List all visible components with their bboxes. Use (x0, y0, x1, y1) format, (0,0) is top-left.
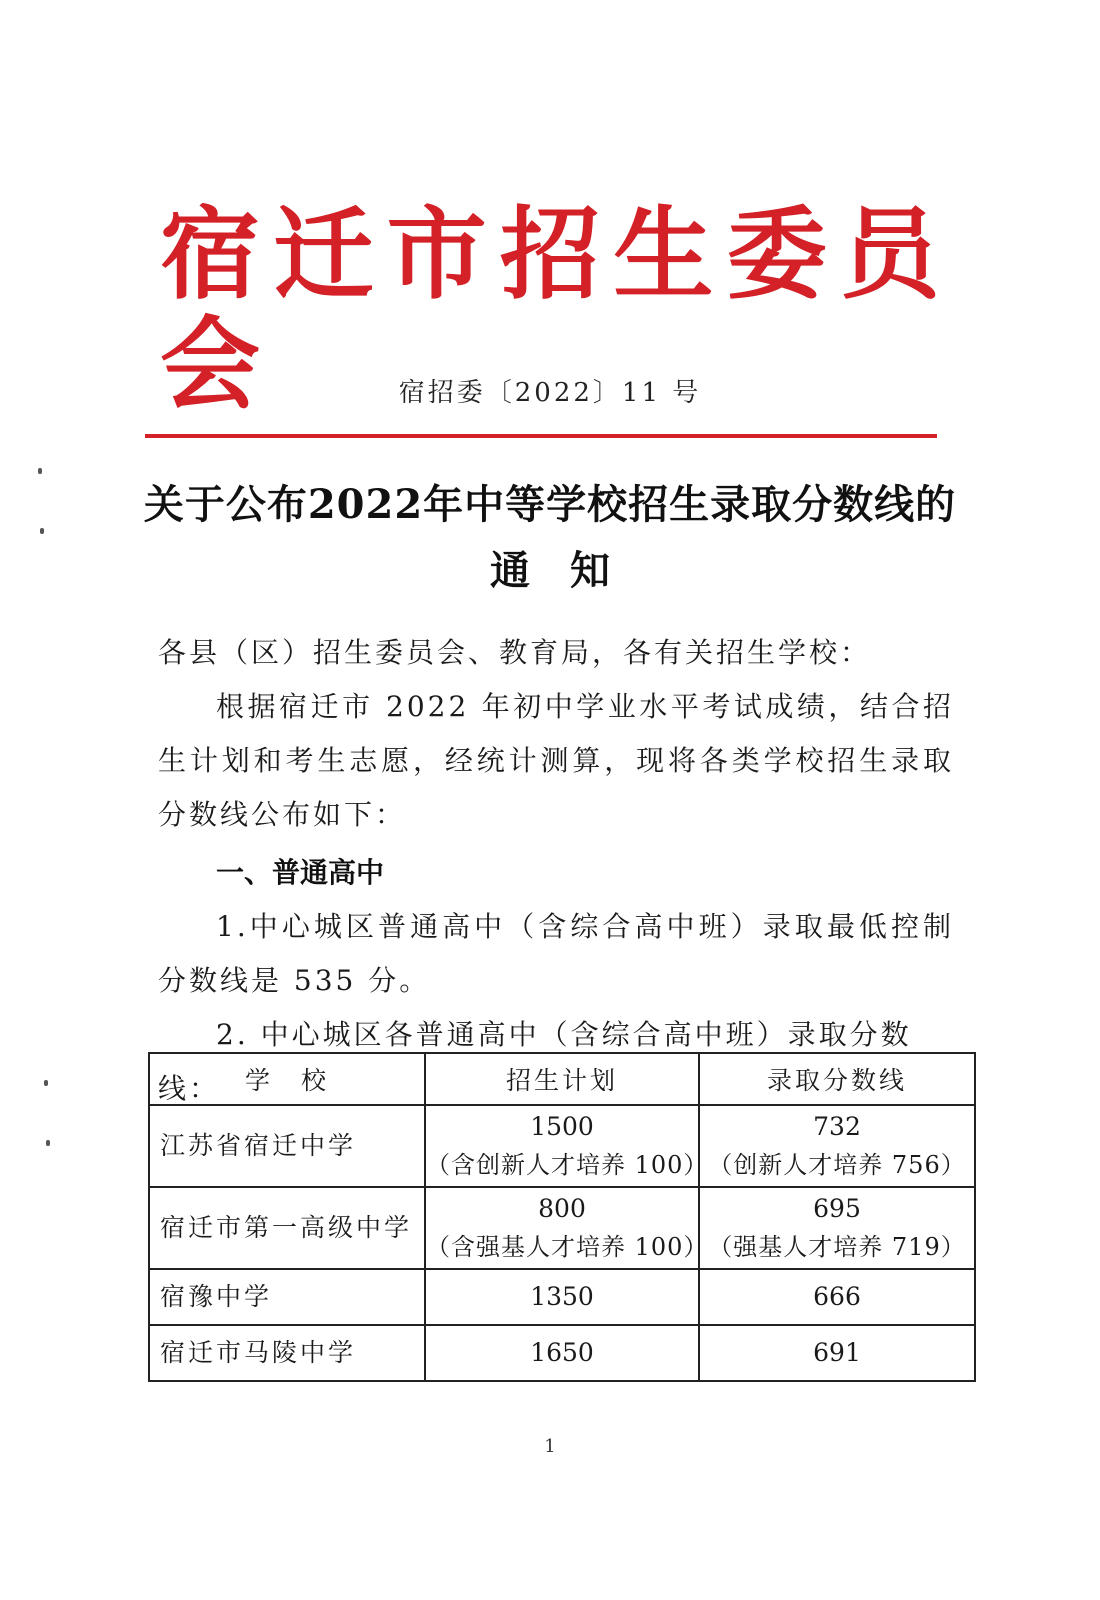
admission-score-table (148, 1052, 976, 1382)
school-name: 宿迁市马陵中学 (149, 1325, 425, 1381)
table-row (149, 1269, 975, 1325)
item-minimum-score: 1.中心城区普通高中（含综合高中班）录取最低控制分数线是 535 分。 (158, 910, 954, 997)
table-row (149, 1187, 975, 1269)
header-admission-score: 录取分数线 (699, 1053, 975, 1105)
scan-speck (38, 468, 42, 474)
admission-score: 732 (813, 1112, 861, 1141)
table-header-row (149, 1053, 975, 1105)
section-heading-general-high-school: 一、普通高中 (216, 856, 385, 889)
scan-speck (40, 528, 44, 534)
document-number: 宿招委〔2022〕11 号 (398, 378, 702, 408)
intro-paragraph: 根据宿迁市 2022 年初中学业水平考试成绩，结合招生计划和考生志愿，经统计测算，现将各类学校招生录取分数线公布如下： (158, 690, 954, 831)
notice-title-line2: 通知 (490, 547, 650, 594)
header-enrollment-plan: 招生计划 (425, 1053, 699, 1105)
notice-title (120, 472, 980, 604)
scan-speck (46, 1140, 50, 1146)
admission-score-note: （创新人才培养 756） (708, 1151, 966, 1179)
admission-score: 666 (699, 1269, 975, 1325)
school-name: 宿迁市第一高级中学 (149, 1187, 425, 1269)
issuer-masthead: 宿迁市招生委员会 (160, 196, 940, 423)
salutation: 各县（区）招生委员会、教育局，各有关招生学校： (158, 636, 872, 669)
table-row (149, 1105, 975, 1187)
admission-score-cell (699, 1105, 975, 1187)
page-number: 1 (544, 1436, 556, 1457)
enrollment-plan: 800 (538, 1194, 586, 1223)
enrollment-plan: 1350 (425, 1269, 699, 1325)
notice-title-line1: 关于公布2022年中等学校招生录取分数线的 (143, 481, 957, 528)
enrollment-plan-cell (425, 1105, 709, 1187)
header-school: 学 校 (149, 1053, 425, 1105)
enrollment-plan-note: （含创新人才培养 100） (426, 1151, 709, 1179)
enrollment-plan: 1500 (530, 1112, 594, 1141)
school-name: 宿豫中学 (149, 1269, 425, 1325)
red-separator-line (145, 434, 937, 438)
school-name: 江苏省宿迁中学 (149, 1105, 425, 1187)
enrollment-plan: 1650 (425, 1325, 699, 1381)
scan-speck (44, 1080, 48, 1086)
enrollment-plan-note: （含强基人才培养 100） (426, 1233, 709, 1261)
admission-score: 691 (699, 1325, 975, 1381)
admission-score: 695 (813, 1194, 861, 1223)
item-score-lines-intro: 2. 中心城区各普通高中（含综合高中班）录取分数线： (158, 1018, 912, 1105)
admission-score-cell (699, 1187, 975, 1269)
table-row (149, 1325, 975, 1381)
enrollment-plan-cell (425, 1187, 709, 1269)
admission-score-note: （强基人才培养 719） (708, 1233, 966, 1261)
